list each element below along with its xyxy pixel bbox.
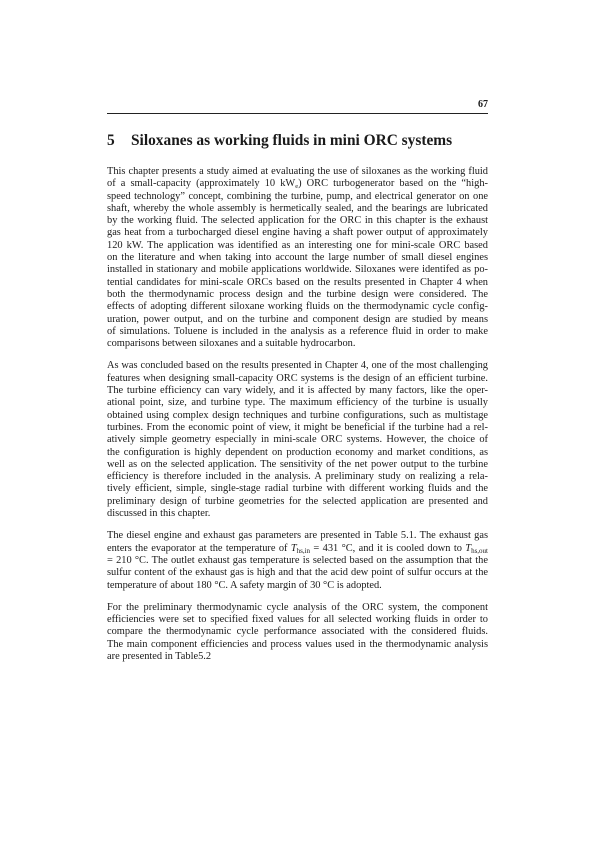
text-line: the configuration is highly dependent on production economy and market conditions, as <box>107 446 488 458</box>
text-line: obtained using complex design techniques and turbine configurations, such as multistage <box>107 409 488 421</box>
text-line: efficiency is therefore included in the analysis. A preliminary study on realizing a rela- <box>107 471 488 483</box>
text-line: speed technology” concept, combining the turbine, pump, and electrical generator on one <box>107 190 488 202</box>
text-line: This chapter presents a study aimed at evaluating the use of siloxanes as the working fluid <box>107 166 488 177</box>
chapter-title-text: Siloxanes as working fluids in mini ORC systems <box>131 132 453 149</box>
text-line: tential candidates for mini-scale ORCs based on the results presented in Chapter 4 when <box>107 276 488 288</box>
text-line: of simulations. Toluene is included in the analysis as a reference fluid in order to make <box>107 325 488 337</box>
paragraph <box>107 530 488 591</box>
text-line: gas heat from a turbocharged diesel engine having a shaft power output of approximately <box>107 227 488 239</box>
text-line: efficiencies were set to specified fixed values for all selected working fluids in order to <box>107 614 488 626</box>
text-line: are presented in Table5.2 <box>107 650 212 662</box>
text-line: well as on the selected application. The sensitivity of the net power output to the turbine <box>107 458 488 470</box>
text-line: preliminary design of turbine geometries for the selected application are presented and <box>107 495 488 507</box>
text-line: effects of adopting different siloxane working fluids on the thermodynamic cycle config- <box>107 301 488 313</box>
paragraph <box>107 602 488 663</box>
text-line: ational point, size, and turbine type. The maximum efficiency of the turbine is usually <box>107 397 488 409</box>
paragraph <box>107 360 488 520</box>
text-line: enters the evaporator at the temperature of $T_{hs,in} = 431$ °C, and it is cooled down to $T_{hs,out}$ <box>107 542 488 555</box>
text-line: temperature of about 180 °C. A safety margin of 30 °C is adopted. <box>107 579 382 591</box>
header-rule <box>107 113 488 114</box>
text-line: by the working fluid. The selected application for the ORC in this chapter is the exhaust <box>107 215 488 227</box>
text-line: comparisons between siloxanes and a suitable hydrocarbon. <box>107 338 356 350</box>
text-line: uration, power output, and on the turbine and component design are studied by means <box>107 313 488 325</box>
text-line: tively efficient, simple, single-stage radial turbine with different working fluids and the <box>107 483 488 495</box>
text-line: As was concluded based on the results presented in Chapter 4, one of the most challenging <box>107 360 488 372</box>
text-line: of a small-capacity (approximately 10 $kW_e$) ORC turbogenerator based on the “high- <box>107 178 488 191</box>
text-line: features when designing small-capacity ORC systems is the design of an efficient turbine. <box>107 372 488 384</box>
text-line: The main component efficiencies and process values used in the thermodynamic analysis <box>107 638 488 650</box>
text-line: shaft, whereby the whole assembly is hermetically sealed, and the bearings are lubricated <box>107 202 488 214</box>
body-text <box>107 166 488 673</box>
page-number: 67 <box>478 99 488 110</box>
text-line: sulfur content of the exhaust gas is high and that the acid dew point of sulfur occurs at the <box>107 567 488 579</box>
text-line: turbines. From the economic point of view, it might be beneficial if the turbine had a rel- <box>107 421 488 433</box>
chapter-title <box>107 131 488 151</box>
text-line: discussed in this chapter. <box>107 508 211 520</box>
text-line: on the literature and when taking into account the large number of small diesel engines <box>107 252 488 264</box>
text-line: both the thermodynamic process design and the turbine design were considered. The <box>107 288 488 300</box>
text-line: compare the thermodynamic cycle performance associated with the considered fluids. <box>107 626 488 638</box>
text-line: = 210 °C. The outlet exhaust gas temperature is selected based on the assumption that the <box>107 554 488 566</box>
text-line: installed in stationary and mobile applications worldwide. Siloxanes were identifed as po- <box>107 264 488 276</box>
text-line: The turbine efficiency can vary widely, and it is affected by many factors, like the oper- <box>107 385 488 397</box>
text-line: 120 kW. The application was identified as an interesting one for mini-scale ORC based <box>107 239 488 251</box>
text-line: For the preliminary thermodynamic cycle analysis of the ORC system, the component <box>107 601 488 613</box>
text-line: The diesel engine and exhaust gas parameters are presented in Table 5.1. The exhaust gas <box>107 530 488 542</box>
text-line: atively simple geometry especially in mini-scale ORC systems. However, the choice of <box>107 434 488 446</box>
paragraph <box>107 166 488 350</box>
chapter-number: 5 <box>107 132 115 149</box>
